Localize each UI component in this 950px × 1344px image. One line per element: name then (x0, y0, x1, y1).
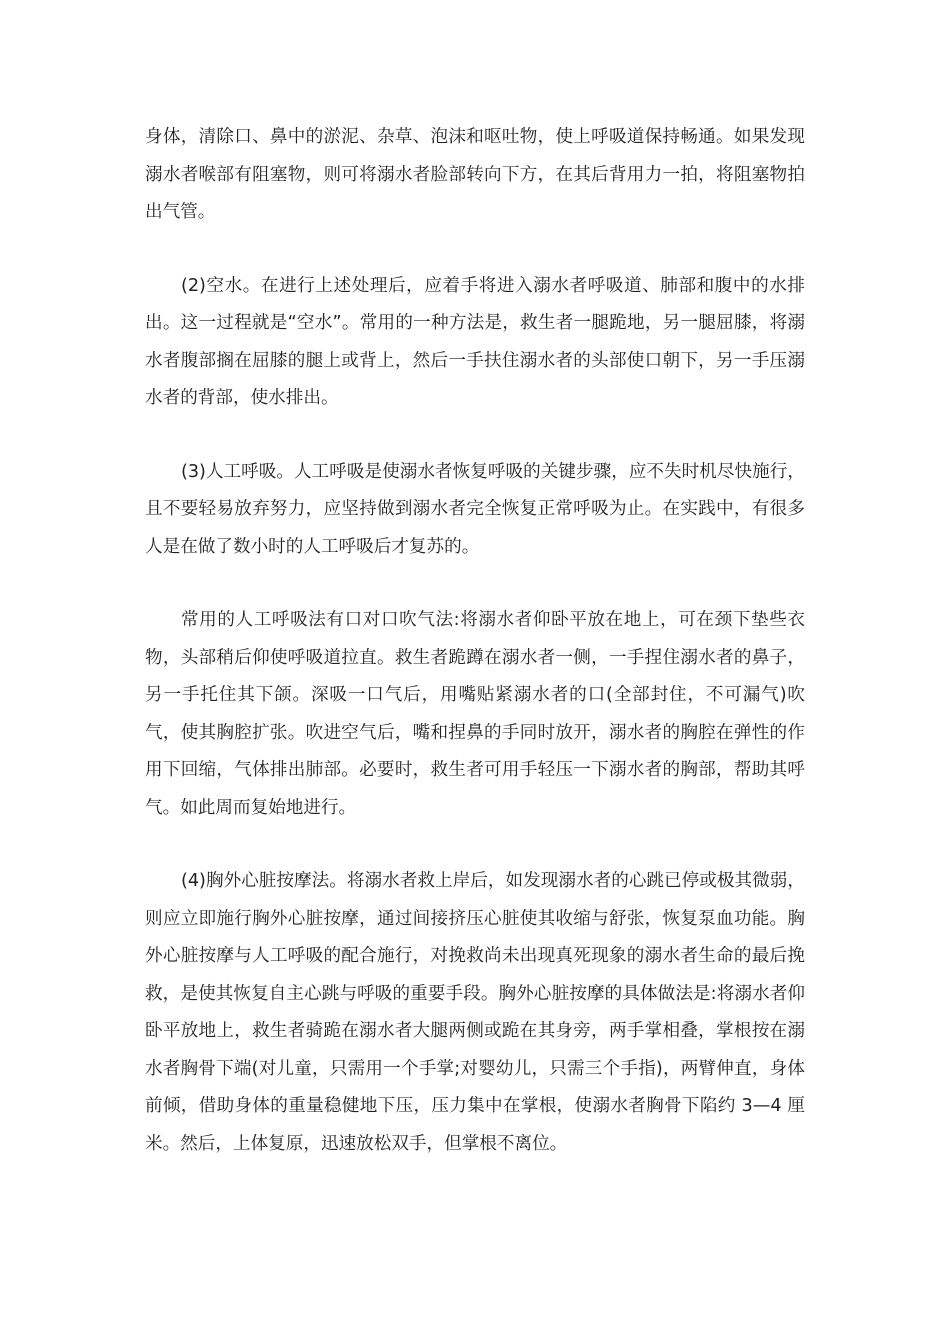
paragraph-clear-airway: 身体，清除口、鼻中的淤泥、杂草、泡沫和呕吐物，使上呼吸道保持畅通。如果发现溺水者喉部有阻塞物，则可将溺水者脸部转向下方，在其后背用力一拍，将阻塞物拍出气管。 (145, 127, 805, 222)
paragraph-artificial-respiration: (3)人工呼吸。人工呼吸是使溺水者恢复呼吸的关键步骤，应不失时机尽快施行，且不要轻易放弃努力，应坚持做到溺水者完全恢复正常呼吸为止。在实践中，有很多人是在做了数小时的人工呼吸后才复苏的。 (145, 461, 805, 557)
paragraph-mouth-to-mouth: 常用的人工呼吸法有口对口吹气法:将溺水者仰卧平放在地上，可在颈下垫些衣物，头部稍后仰使呼吸道拉直。救生者跪蹲在溺水者一侧，一手捏住溺水者的鼻子，另一手托住其下颌。深吸一口气后，用嘴贴紧溺水者的口(全部封住，不可漏气)吹气，使其胸腔扩张。吹进空气后，嘴和捏鼻的手同时放开，溺水者的胸腔在弹性的作用下回缩，气体排出肺部。必要时，救生者可用手轻压一下溺水者的胸部，帮助其呼气。如此周而复始地进行。 (145, 610, 805, 818)
document-body (145, 119, 805, 1199)
paragraph-chest-compression: (4)胸外心脏按摩法。将溺水者救上岸后，如发现溺水者的心跳已停或极其微弱，则应立即施行胸外心脏按摩，通过间接挤压心脏使其收缩与舒张，恢复泵血功能。胸外心脏按摩与人工呼吸的配合施行，对挽救尚未出现真死现象的溺水者生命的最后挽救，是使其恢复自主心跳与呼吸的重要手段。胸外心脏按摩的具体做法是:将溺水者仰卧平放地上，救生者骑跪在溺水者大腿两侧或跪在其身旁，两手掌相叠，掌根按在溺水者胸骨下端(对儿童，只需用一个手掌;对婴幼儿，只需三个手指)，两臂伸直，身体前倾，借助身体的重量稳健地下压，压力集中在掌根，使溺水者胸骨下陷约 3—4 厘米。然后，上体复原，迅速放松双手，但掌根不离位。 (145, 871, 805, 1154)
paragraph-drain-water: (2)空水。在进行上述处理后，应着手将进入溺水者呼吸道、肺部和腹中的水排出。这一过程就是“空水”。常用的一种方法是，救生者一腿跪地，另一腿屈膝，将溺水者腹部搁在屈膝的腿上或背上，然后一手扶住溺水者的头部使口朝下，另一手压溺水者的背部，使水排出。 (145, 275, 805, 408)
